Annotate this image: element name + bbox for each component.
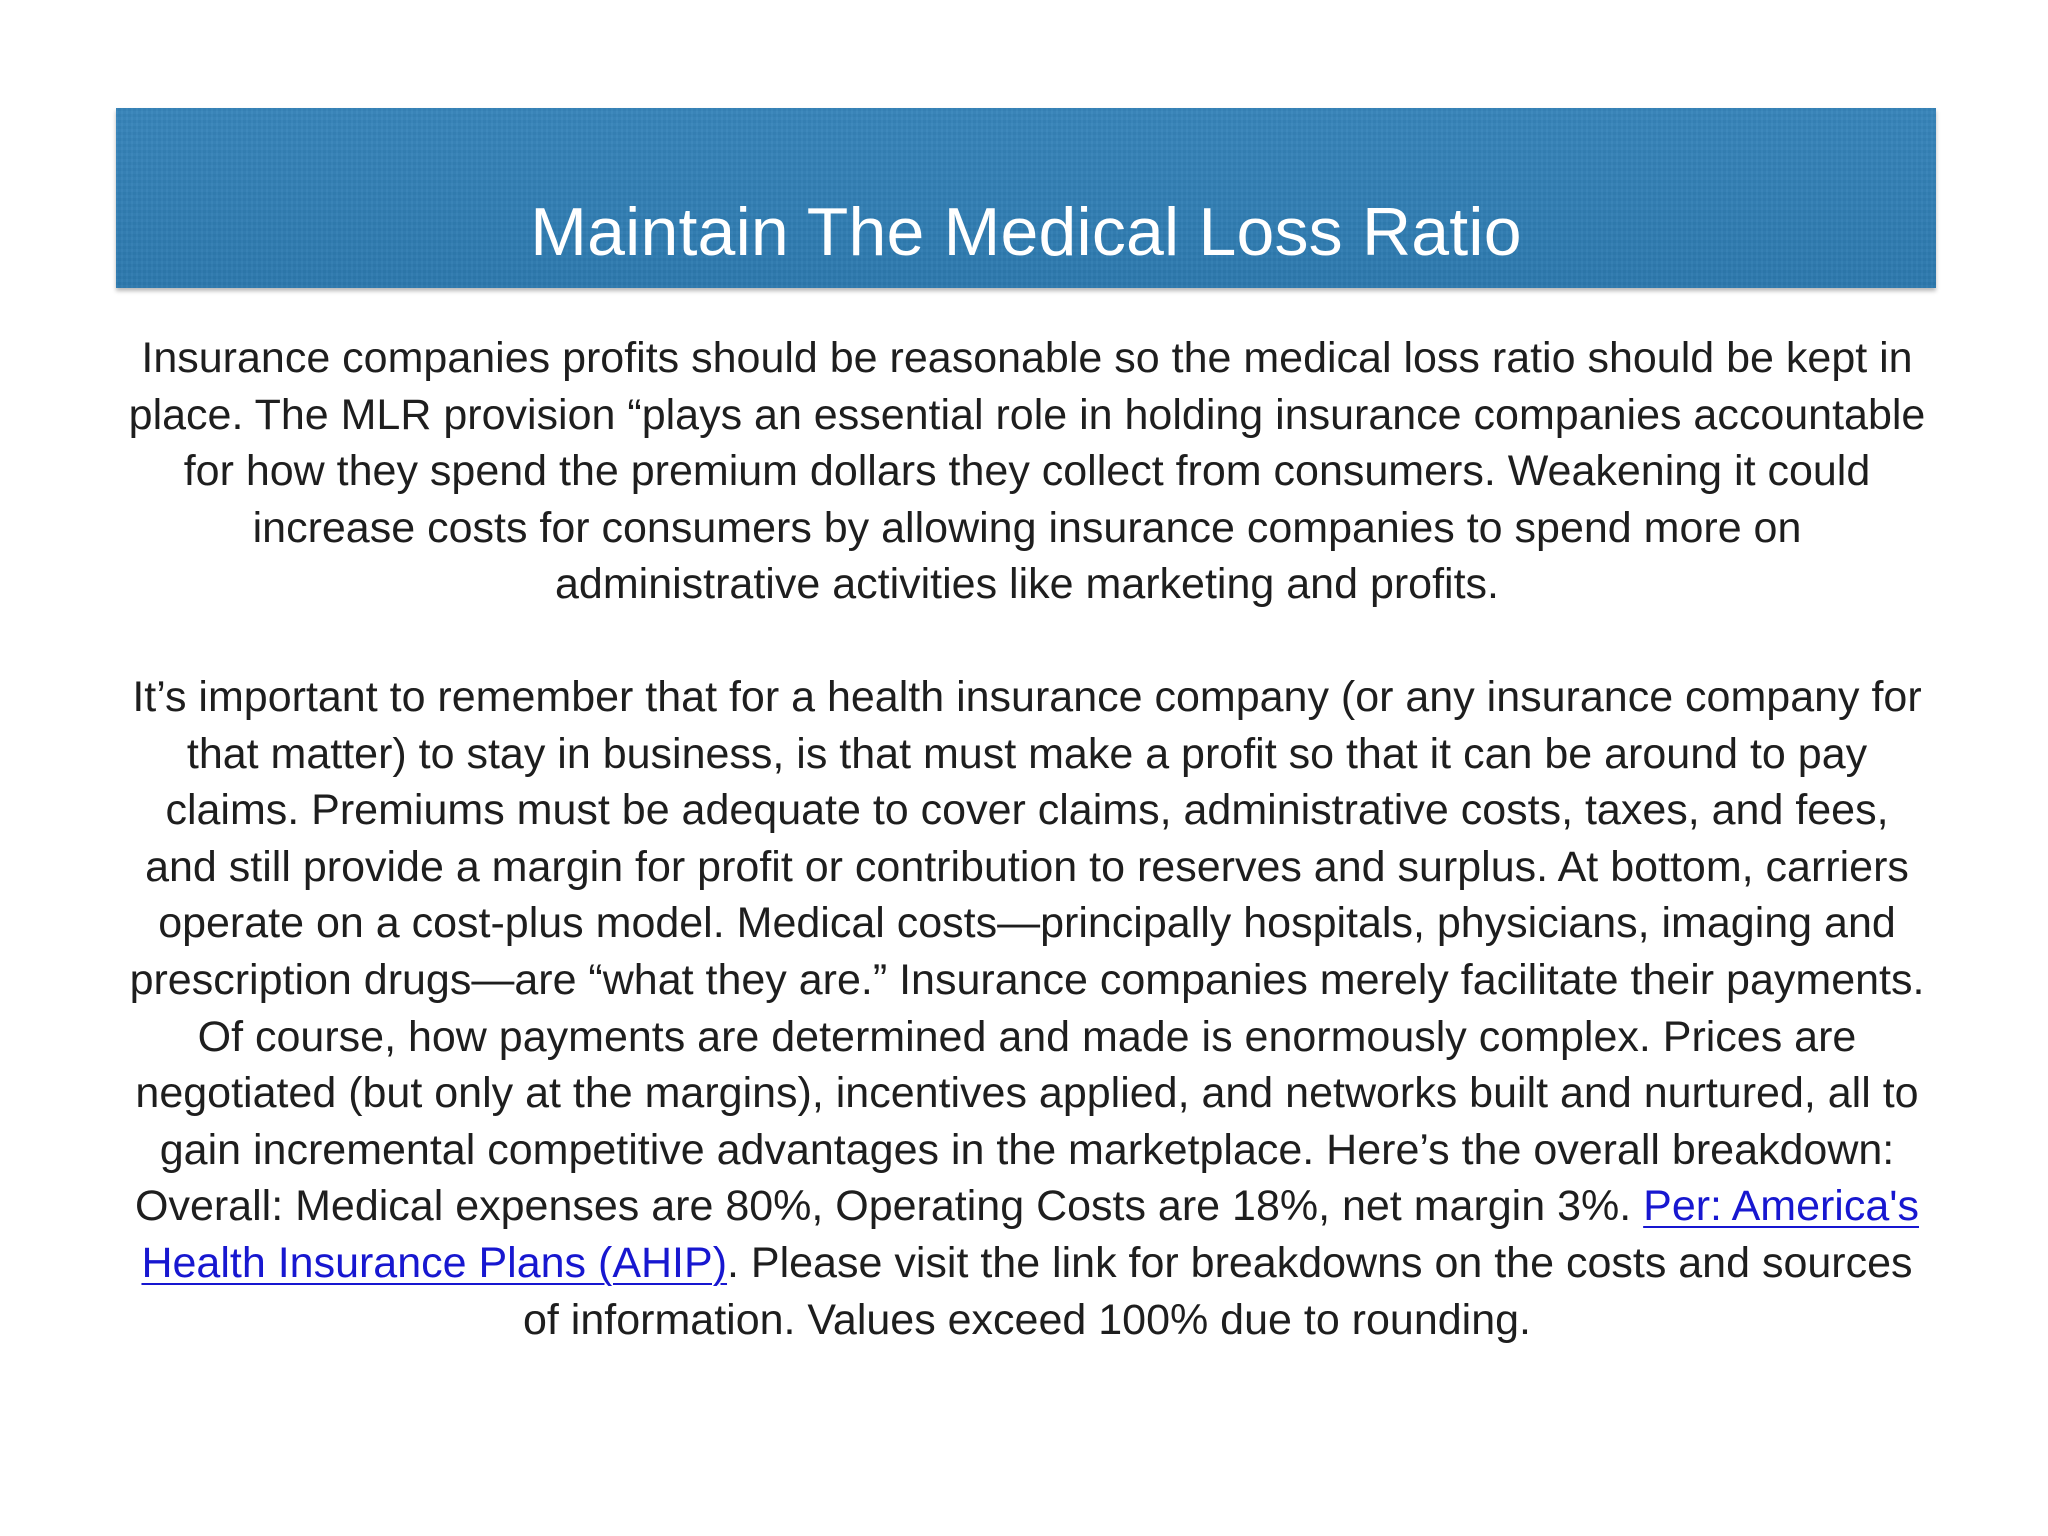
paragraph-profit-breakdown	[124, 669, 1930, 1348]
paragraph-mlr: Insurance companies profits should be reasonable so the medical loss ratio should be kept in place. The MLR provision “plays an essential role in holding insurance companies accountable for how they spend the premium dollars they collect from consumers. Weakening it could increase costs for consumers by allowing insurance companies to spend more on administrative activities like marketing and profits.	[128, 334, 1926, 609]
paragraph-text-after-link: . Please visit the link for breakdowns on the costs and sources of information. Values exceed 100% due to rounding.	[523, 1238, 1913, 1344]
slide-title: Maintain The Medical Loss Ratio	[530, 194, 1522, 270]
paragraph-text-before-link: It’s important to remember that for a health insurance company (or any insurance company for that matter) to stay in business, is that must make a profit so that it can be around to pay claims. Premiums must be adequate to cover claims, administrative costs, taxes, and fees, and still provide a margin for profit or contribution to reserves and surplus. At bottom, carriers operate on a cost-plus model. Medical costs—principally hospitals, physicians, imaging and prescription drugs—are “what they are.” Insurance companies merely facilitate their payments. Of course, how payments are determined and made is enormously complex. Prices are negotiated (but only at the margins), incentives applied, and networks built and nurtured, all to gain incremental competitive advantages in the marketplace. Here’s the overall breakdown: Overall: Medical expenses are 80%, Operating Costs are 18%, net margin 3%.	[129, 672, 1925, 1231]
title-banner	[116, 108, 1936, 288]
slide-body	[124, 330, 1930, 1348]
ahip-link[interactable]: Per: America's Health Insurance Plans (AHIP)	[141, 1182, 1919, 1287]
